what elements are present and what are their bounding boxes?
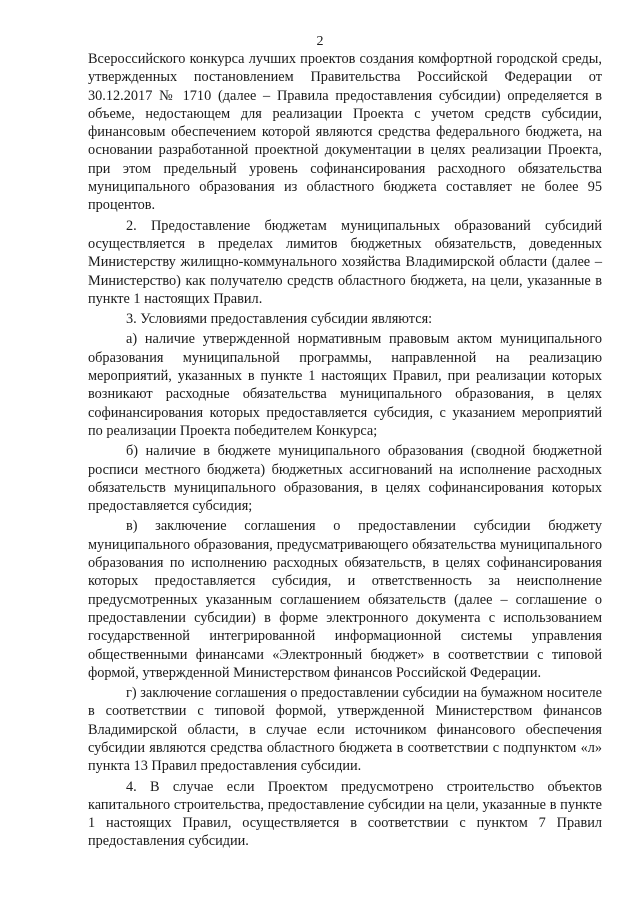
paragraph-subitem-g: г) заключение соглашения о предоставлении субсидии на бумажном носителе в соответствии с типовой формой, утвержденной Министерством финансов Владимирской области, в случае если источником финансового обеспечения субсидии являются средства областного бюджета в соответствии с подпунктом «л» пункта 13 Правил предоставления субсидии.	[88, 685, 602, 775]
paragraph-item-4: 4. В случае если Проектом предусмотрено строительство объектов капитального строительства, предоставление субсидии на цели, указанные в пункте 1 настоящих Правил, осуществляется в соответствии с пунктом 7 Правил предоставления субсидии.	[88, 778, 602, 850]
paragraph-subitem-a: а) наличие утвержденной нормативным правовым актом муниципального образования муниципальной программы, направленной на реализацию мероприятий, указанных в пункте 1 настоящих Правил, при реализации которых возникают расходные обязательства муниципального образования, в целях софинансирования которых предоставляется субсидия, с указанием мероприятий по реализации Проекта победителем Конкурса;	[88, 331, 602, 439]
paragraph-subitem-v: в) заключение соглашения о предоставлении субсидии бюджету муниципального образования, предусматривающего обязательства муниципального образования по исполнению расходных обязательств, в целях софинансирования которых предоставляется субсидия, и ответственность за неисполнение предусмотренных указанным соглашением обязательств (далее – соглашение о предоставлении субсидии) в форме электронного документа с использованием государственной интегрированной информационной системы управления общественными финансами «Электронный бюджет» в соответствии с типовой формой, утвержденной Министерством финансов Российской Федерации.	[88, 518, 602, 681]
paragraph-continuation: Всероссийского конкурса лучших проектов создания комфортной городской среды, утвержденных постановлением Правительства Российской Федерации от 30.12.2017 № 1710 (далее – Правила предоставления субсидии) определяется в объеме, недостающем для реализации Проекта с учетом средств субсидии, финансовым обеспечением которой являются средства федерального бюджета, на основании разработанной проектной документации в целях реализации Проекта, при этом предельный уровень софинансирования расходного обязательства муниципального образования из областного бюджета составляет не более 95 процентов.	[88, 51, 602, 214]
paragraph-item-3: 3. Условиями предоставления субсидии являются:	[126, 311, 433, 328]
paragraph-subitem-b: б) наличие в бюджете муниципального образования (сводной бюджетной росписи местного бюджета) бюджетных ассигнований на исполнение расходных обязательств муниципального образования, в целях софинансирования которых предоставляется субсидия;	[88, 443, 602, 515]
paragraph-item-2: 2. Предоставление бюджетам муниципальных образований субсидий осуществляется в пределах лимитов бюджетных обязательств, доведенных Министерству жилищно-коммунального хозяйства Владимирской области (далее – Министерство) как получателю средств областного бюджета, на цели, указанные в пункте 1 настоящих Правил.	[88, 217, 602, 307]
document-body	[88, 50, 602, 853]
page-number: 2	[316, 34, 324, 49]
